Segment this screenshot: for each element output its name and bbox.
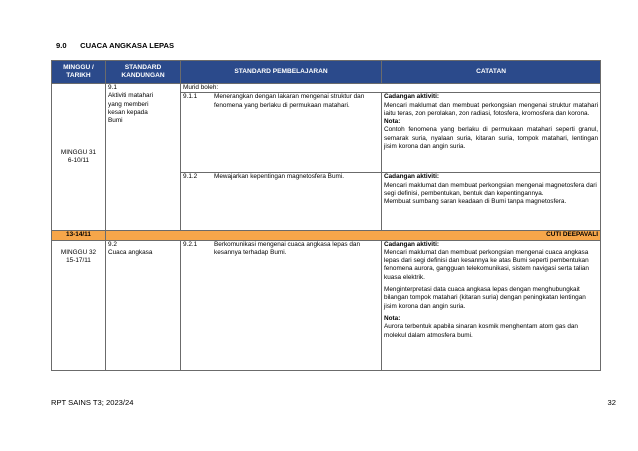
lesson-plan-table [51,60,601,371]
holiday-date: 13-14/11 [52,231,106,240]
standard-text: Menerangkan dengan lakaran mengenai struktur dan fenomena yang berlaku di permukaan matahari. [214,93,365,109]
section-number: 9.0 [56,41,67,50]
pupils-can-label: Murid boleh: [181,84,601,93]
table-row [52,84,601,93]
table-row [52,240,601,370]
notes-cell: Cadangan aktiviti: Mencari maklumat dan membuat perkongsian mengenai struktur matahari iaitu teras, zon perolakan, zon radiasi, fotosfera, kromosfera dan korona. Nota: Contoh fenomena yang berlaku di permukaan matahari seperti granul, semarak suria, nyalaan suria, kitaran suria, tompok matahari, lentingan jisim korona dan angin suria. [382,93,601,173]
footer-document-label: RPT SAINS T3; 2023/24 [51,398,134,407]
header-notes: CATATAN [382,61,601,84]
header-content-standard: STANDARD KANDUNGAN [106,61,181,84]
header-learning-standard: STANDARD PEMBELAJARAN [181,61,382,84]
learning-standard-cell [181,93,382,173]
section-title [56,41,174,50]
week-cell: MINGGU 31 6-10/11 [52,84,106,231]
standard-code: 9.1.2 [183,173,198,181]
header-week: MINGGU / TARIKH [52,61,106,84]
content-standard-cell: 9.2 Cuaca angkasa [106,240,181,370]
standard-code: 9.2.1 [183,240,198,248]
holiday-label: CUTI DEEPAVALI [106,231,601,240]
table-header-row [52,61,601,84]
content-standard-cell: 9.1 Aktiviti matahari yang memberi kesan kepada Bumi [106,84,181,231]
notes-cell: Cadangan aktiviti: Mencari maklumat dan membuat perkongsian mengenai cuaca angkasa lepas dari segi definisi dan kesannya ke atas Bumi seperti pembentukan fenomena aurora, gangguan telekomunikasi, sistem navigasi serta talian kuasa elektrik. Menginterpretasi data cuaca angkasa lepas dengan menghubungkait bilangan tompok matahari (kitaran suria) dengan peningkatan lentingan jisim korona dan angin suria. Nota: Aurora terbentuk apabila sinaran kosmik menghentam atom gas dan molekul dalam atmosfera bumi. [382,240,601,370]
standard-text: Berkomunikasi mengenai cuaca angkasa lepas dan kesannya terhadap Bumi. [214,240,361,256]
standard-code: 9.1.1 [183,93,198,101]
learning-standard-cell [181,240,382,370]
notes-cell: Cadangan aktiviti: Mencari maklumat dan membuat perkongsian mengenai magnetosfera dari segi definisi, pembentukan, bentuk dan kepentingannya. Membuat sumbang saran keadaan di Bumi tanpa magnetosfera. [382,173,601,231]
standard-text: Mewajarkan kepentingan magnetosfera Bumi. [214,173,345,181]
section-heading: CUACA ANGKASA LEPAS [80,41,175,50]
holiday-row [52,231,601,240]
week-cell: MINGGU 32 15-17/11 [52,240,106,370]
page-number: 32 [607,398,616,407]
learning-standard-cell [181,173,382,231]
